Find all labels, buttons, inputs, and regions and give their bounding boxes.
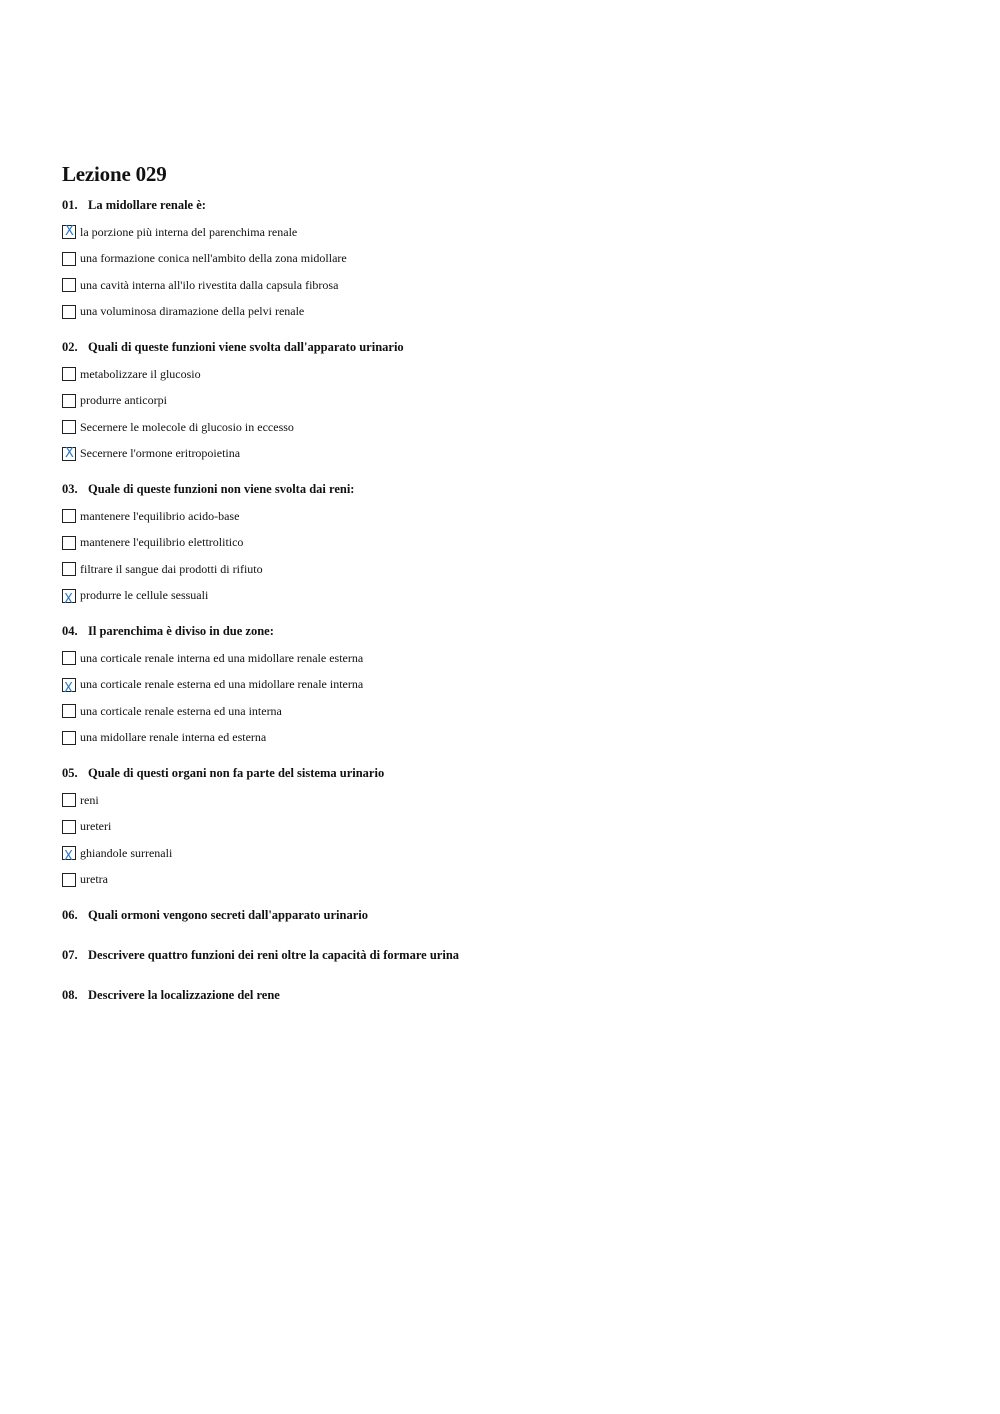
answer-label: una corticale renale esterna ed una midollare renale interna [80, 677, 364, 692]
question-list [62, 197, 962, 893]
answer-option[interactable] [62, 672, 962, 699]
unchecked-checkbox[interactable] [62, 793, 76, 807]
question-text [62, 481, 962, 497]
answer-label: Secernere le molecole di glucosio in eccesso [80, 419, 294, 434]
check-x-icon: X [65, 445, 74, 461]
answer-options [62, 645, 962, 751]
answer-option[interactable] [62, 299, 962, 326]
answer-option[interactable] [62, 840, 962, 867]
answer-option[interactable] [62, 530, 962, 557]
answer-label: una formazione conica nell'ambito della zona midollare [80, 251, 347, 266]
lesson-title: Lezione 029 [62, 162, 167, 186]
open-question [62, 987, 962, 1003]
open-question [62, 907, 962, 923]
answer-label: una corticale renale interna ed una midollare renale esterna [80, 650, 364, 665]
answer-option[interactable] [62, 583, 962, 610]
answer-option[interactable] [62, 698, 962, 725]
check-x-icon: X [64, 680, 73, 696]
unchecked-checkbox[interactable] [62, 704, 76, 718]
answer-label: mantenere l'equilibrio elettrolitico [80, 535, 244, 550]
answer-label: ureteri [80, 819, 112, 834]
checked-checkbox[interactable] [62, 678, 76, 696]
answer-option[interactable] [62, 814, 962, 841]
question [62, 481, 962, 609]
question-number: 02. [62, 340, 78, 354]
question-label: Quale di queste funzioni non viene svolta dai reni: [88, 482, 355, 496]
unchecked-checkbox[interactable] [62, 536, 76, 550]
checked-checkbox[interactable] [62, 447, 76, 461]
answer-option[interactable] [62, 388, 962, 415]
unchecked-checkbox[interactable] [62, 820, 76, 834]
unchecked-checkbox[interactable] [62, 509, 76, 523]
question [62, 339, 962, 467]
answer-label: produrre le cellule sessuali [80, 588, 209, 603]
answer-option[interactable] [62, 246, 962, 273]
question [62, 765, 962, 893]
question-number: 08. [62, 988, 78, 1002]
answer-option[interactable] [62, 503, 962, 530]
question-label: Quali ormoni vengono secreti dall'apparato urinario [88, 908, 368, 922]
question-text [62, 339, 962, 355]
check-x-icon: X [65, 224, 74, 240]
answer-option[interactable] [62, 725, 962, 752]
checked-checkbox[interactable] [62, 846, 76, 865]
unchecked-checkbox[interactable] [62, 731, 76, 745]
document-page [62, 160, 962, 1027]
answer-option[interactable] [62, 556, 962, 583]
unchecked-checkbox[interactable] [62, 252, 76, 266]
question-number: 03. [62, 482, 78, 496]
answer-label: una corticale renale esterna ed una interna [80, 703, 282, 718]
unchecked-checkbox[interactable] [62, 278, 76, 292]
check-x-icon: X [64, 591, 73, 607]
question-label: Quale di questi organi non fa parte del sistema urinario [88, 766, 385, 780]
answer-option[interactable] [62, 361, 962, 388]
answer-label: ghiandole surrenali [80, 845, 173, 860]
answer-option[interactable] [62, 787, 962, 814]
answer-options [62, 787, 962, 893]
open-question-list [62, 907, 962, 1003]
answer-options [62, 219, 962, 325]
answer-label: reni [80, 792, 99, 807]
check-x-icon: X [64, 849, 73, 865]
question-text [62, 987, 962, 1003]
question-label: La midollare renale è: [88, 198, 206, 212]
question-label: Descrivere la localizzazione del rene [88, 988, 280, 1002]
question-text [62, 623, 962, 639]
answer-label: mantenere l'equilibrio acido-base [80, 508, 240, 523]
unchecked-checkbox[interactable] [62, 394, 76, 408]
question-number: 04. [62, 624, 78, 638]
answer-label: una voluminosa diramazione della pelvi renale [80, 304, 305, 319]
answer-option[interactable] [62, 645, 962, 672]
question-text [62, 907, 962, 923]
question-label: Quali di queste funzioni viene svolta dall'apparato urinario [88, 340, 404, 354]
answer-label: filtrare il sangue dai prodotti di rifiuto [80, 561, 263, 576]
checked-checkbox[interactable] [62, 589, 76, 607]
answer-option[interactable] [62, 441, 962, 468]
answer-option[interactable] [62, 272, 962, 299]
question-number: 07. [62, 948, 78, 962]
answer-label: Secernere l'ormone eritropoietina [80, 446, 241, 461]
checked-checkbox[interactable] [62, 225, 76, 239]
answer-option[interactable] [62, 414, 962, 441]
question-number: 06. [62, 908, 78, 922]
answer-label: uretra [80, 872, 108, 887]
answer-options [62, 503, 962, 609]
unchecked-checkbox[interactable] [62, 873, 76, 887]
question-number: 05. [62, 766, 78, 780]
answer-label: produrre anticorpi [80, 393, 167, 408]
question-text [62, 197, 962, 213]
question-text [62, 947, 962, 963]
unchecked-checkbox[interactable] [62, 562, 76, 576]
answer-label: una cavità interna all'ilo rivestita dalla capsula fibrosa [80, 277, 339, 292]
unchecked-checkbox[interactable] [62, 367, 76, 381]
question-number: 01. [62, 198, 78, 212]
question [62, 623, 962, 751]
answer-option[interactable] [62, 219, 962, 246]
question [62, 197, 962, 325]
unchecked-checkbox[interactable] [62, 420, 76, 434]
question-label: Descrivere quattro funzioni dei reni oltre la capacità di formare urina [88, 948, 460, 962]
question-text [62, 765, 962, 781]
unchecked-checkbox[interactable] [62, 305, 76, 319]
answer-label: la porzione più interna del parenchima renale [80, 224, 298, 239]
answer-label: metabolizzare il glucosio [80, 366, 201, 381]
answer-option[interactable] [62, 867, 962, 894]
answer-options [62, 361, 962, 467]
open-question [62, 947, 962, 963]
answer-label: una midollare renale interna ed esterna [80, 730, 267, 745]
question-label: Il parenchima è diviso in due zone: [88, 624, 274, 638]
unchecked-checkbox[interactable] [62, 651, 76, 665]
